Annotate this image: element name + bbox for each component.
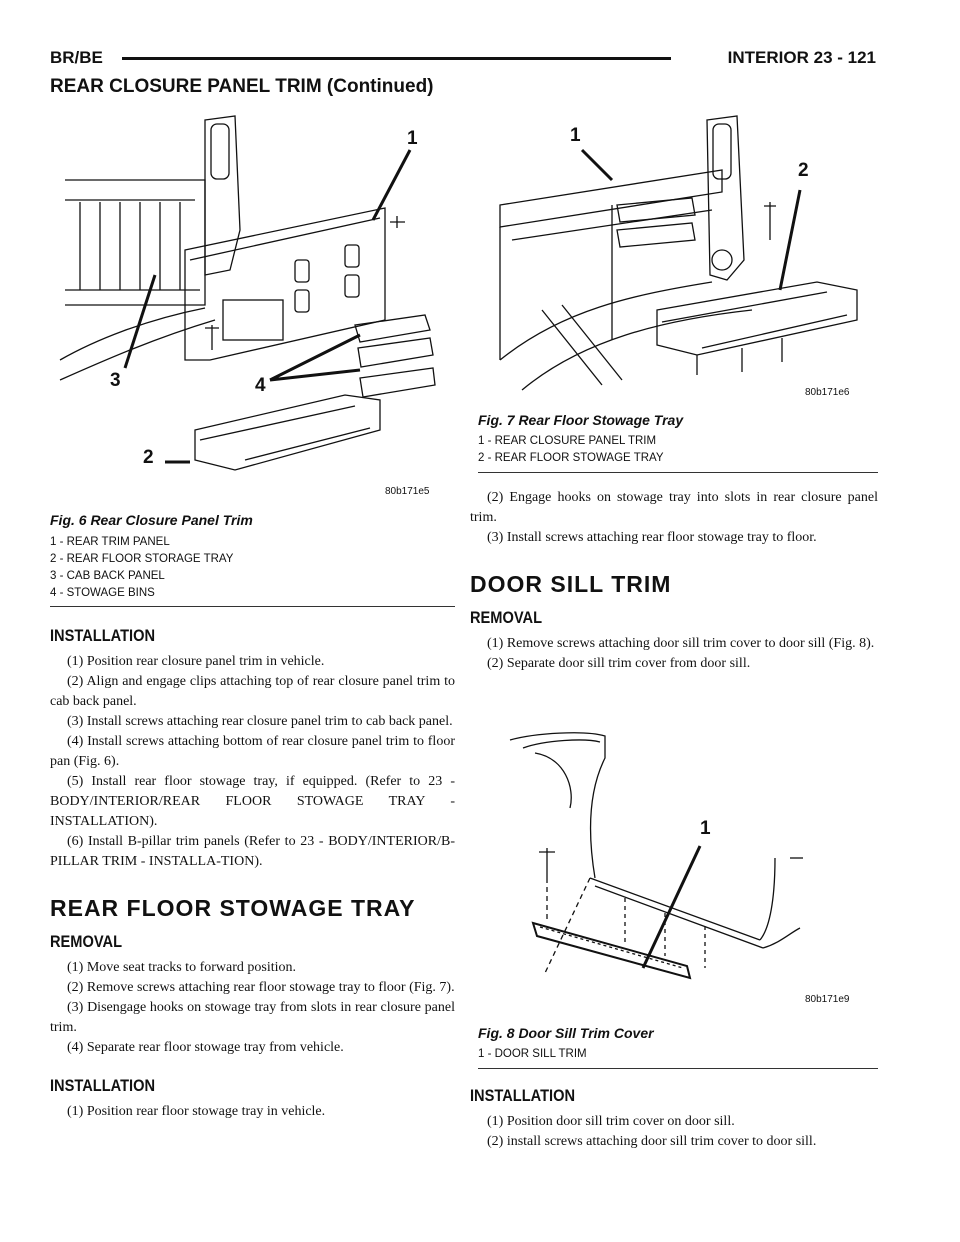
step: (3) Install screws attaching rear closure panel trim to cab back panel. [67,714,453,729]
fig6-rule [50,606,455,607]
section-title-door-sill-trim: DOOR SILL TRIM [470,571,672,597]
step: (3) Install screws attaching rear floor stowage tray to floor. [487,530,817,545]
fig6-caption [50,512,455,602]
step: (4) Separate rear floor stowage tray from vehicle. [67,1040,344,1055]
step: (2) Engage hooks on stowage tray into slots in rear closure panel trim. [470,490,878,525]
fig7-legend-item: 2 - REAR FLOOR STOWAGE TRAY [478,452,664,464]
header-rule [122,57,671,60]
fig6-legend-item: 3 - CAB BACK PANEL [50,570,165,582]
step: (2) Align and engage clips attaching top of rear closure panel trim to cab back panel. [50,674,455,709]
fig6-legend-item: 4 - STOWAGE BINS [50,587,155,599]
fig7-callout-1: 1 [570,125,581,146]
fig7-caption [478,412,878,467]
step: (1) Position door sill trim cover on door sill. [487,1114,735,1129]
fig7-illustration [482,110,877,400]
fig7-ref: 80b171e6 [805,387,850,398]
step: (5) Install rear floor stowage tray, if equipped. (Refer to 23 - BODY/INTERIOR/REAR FLOOR STOWAGE TRAY - INSTALLATION). [50,774,455,829]
fig8-caption [478,1025,878,1063]
fig6-legend-item: 1 - REAR TRIM PANEL [50,536,170,548]
step: (3) Disengage hooks on stowage tray from slots in rear closure panel trim. [50,1000,455,1035]
fig8-illustration [505,728,810,983]
installation-heading: INSTALLATION [50,1076,156,1095]
fig6-callout-3: 3 [110,370,121,391]
fig6-legend [50,534,455,602]
left-column [50,626,455,1122]
step: (2) Remove screws attaching rear floor stowage tray to floor (Fig. 7). [67,980,455,995]
fig6-illustration [55,110,455,500]
installation-heading: INSTALLATION [470,1086,576,1105]
section-title-rear-floor-stowage-tray: REAR FLOOR STOWAGE TRAY [50,895,416,921]
installation-heading: INSTALLATION [50,626,156,645]
fig7-legend [478,433,878,467]
removal-heading: REMOVAL [470,608,543,627]
step: (1) Position rear closure panel trim in vehicle. [67,654,325,669]
page-header [50,46,876,72]
step: (2) install screws attaching door sill trim cover to door sill. [487,1134,817,1149]
fig6-callout-1: 1 [407,128,418,149]
fig7-callout-2: 2 [798,160,809,181]
step: (2) Separate door sill trim cover from door sill. [487,656,751,671]
step: (4) Install screws attaching bottom of rear closure panel trim to floor pan (Fig. 6). [50,734,455,769]
fig8-callout-1: 1 [700,818,711,839]
continued-title: REAR CLOSURE PANEL TRIM (Continued) [50,76,434,97]
fig8-legend-item: 1 - DOOR SILL TRIM [478,1048,587,1060]
step: (6) Install B-pillar trim panels (Refer to 23 - BODY/INTERIOR/B-PILLAR TRIM - INSTALLA-TION). [50,834,455,869]
fig7-title: Fig. 7 Rear Floor Stowage Tray [478,412,684,428]
fig8-ref: 80b171e9 [805,994,850,1005]
right-column [470,488,878,674]
fig6-callout-2: 2 [143,447,154,468]
fig6-callout-4: 4 [255,375,266,396]
fig8-legend [478,1046,878,1063]
step: (1) Move seat tracks to forward position. [67,960,296,975]
header-model: BR/BE [50,48,103,67]
fig6-ref: 80b171e5 [385,486,430,497]
step: (1) Position rear floor stowage tray in vehicle. [67,1104,326,1119]
header-section-page: INTERIOR 23 - 121 [727,48,876,67]
fig6-legend-item: 2 - REAR FLOOR STORAGE TRAY [50,553,234,565]
right-column-lower [470,1086,878,1152]
fig6-title: Fig. 6 Rear Closure Panel Trim [50,512,253,528]
removal-heading: REMOVAL [50,932,123,951]
fig8-rule [478,1068,878,1069]
fig7-rule [478,472,878,473]
fig8-title: Fig. 8 Door Sill Trim Cover [478,1025,654,1041]
fig7-legend-item: 1 - REAR CLOSURE PANEL TRIM [478,435,657,447]
step: (1) Remove screws attaching door sill trim cover to door sill (Fig. 8). [487,636,875,651]
